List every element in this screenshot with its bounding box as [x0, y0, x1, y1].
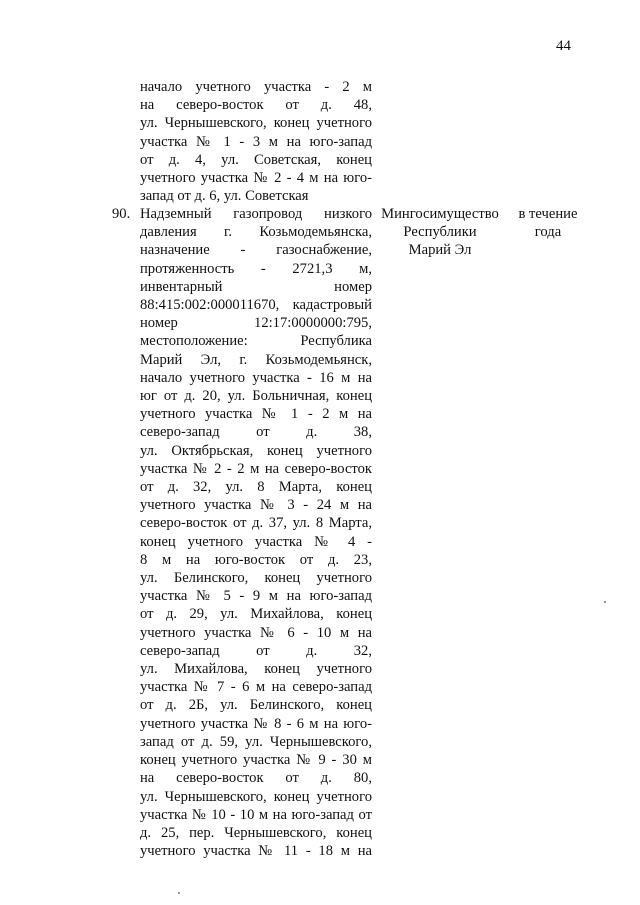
text-line: юг от д. 20, ул. Больничная, конец	[140, 388, 372, 405]
deadline	[506, 205, 590, 241]
text-line: давления г. Козьмодемьянска,	[140, 224, 372, 241]
text-line: учетного участка № 6 - 10 м на	[140, 624, 372, 641]
text-line: номер 12:17:0000000:795,	[140, 315, 372, 332]
text-line: Надземный газопровод низкого	[140, 206, 372, 222]
text-line: участка № 5 - 9 м на юго-запад	[140, 588, 372, 605]
text-line: участка № 2 - 2 м на северо-восток	[140, 460, 372, 477]
text-line: от д. 29, ул. Михайлова, конец	[140, 606, 372, 623]
text-line: учетного участка № 3 - 24 м на	[140, 497, 372, 514]
text-line: назначение - газоснабжение,	[140, 242, 372, 259]
text-line: ул. Чернышевского, конец учетного	[140, 115, 372, 132]
text-line: 88:415:002:000011670, кадастровый	[140, 297, 372, 314]
text-line: учетного участка № 8 - 6 м на юго-	[140, 715, 372, 732]
text-line: протяженность - 2721,3 м,	[140, 260, 372, 277]
text-line: 8 м на юго-восток от д. 23,	[140, 551, 372, 568]
text-line: на северо-восток от д. 80,	[140, 770, 372, 787]
scan-speck	[178, 892, 180, 894]
text-line: ул. Октябрьская, конец учетного	[140, 442, 372, 459]
text-line: начало учетного участка - 16 м на	[140, 369, 372, 386]
text-line: конец учетного участка № 9 - 30 м	[140, 752, 372, 769]
text-line: участка № 10 - 10 м на юго-запад от	[140, 806, 372, 823]
text-line: местоположение: Республика	[140, 333, 372, 350]
text-line: Мингосимущество	[381, 206, 499, 222]
object-description	[140, 205, 372, 860]
text-line: учетного участка № 11 - 18 м на	[140, 843, 372, 860]
text-line: Марий Эл, г. Козьмодемьянск,	[140, 351, 372, 368]
text-line: начало учетного участка - 2 м	[140, 79, 372, 95]
text-line: северо-восток от д. 37, ул. 8 Марта,	[140, 515, 372, 532]
text-line: учетного участка № 1 - 2 м на	[140, 406, 372, 423]
text-line: года	[534, 224, 562, 241]
text-line: на северо-восток от д. 48,	[140, 97, 372, 114]
text-line: ул. Чернышевского, конец учетного	[140, 788, 372, 805]
text-line: северо-запад от д. 38,	[140, 424, 372, 441]
text-line: от д. 32, ул. 8 Марта, конец	[140, 479, 372, 496]
text-line: Республики	[403, 224, 477, 241]
text-line: конец учетного участка № 4 -	[140, 533, 372, 550]
continuation-text	[140, 78, 372, 205]
text-line: ул. Михайлова, конец учетного	[140, 661, 372, 678]
text-line: от д. 2Б, ул. Белинского, конец	[140, 697, 372, 714]
responsible-authority	[376, 205, 504, 260]
row-number: 90.	[112, 206, 131, 222]
text-line: учетного участка № 2 - 4 м на юго-	[140, 170, 372, 187]
page-number: 44	[556, 38, 571, 54]
text-line: в течение	[518, 206, 578, 222]
text-line: запад от д. 6, ул. Советская	[140, 188, 309, 205]
text-line: д. 25, пер. Чернышевского, конец	[140, 824, 372, 841]
text-line: участка № 7 - 6 м на северо-запад	[140, 679, 372, 696]
text-line: запад от д. 59, ул. Чернышевского,	[140, 733, 372, 750]
text-line: участка № 1 - 3 м на юго-запад	[140, 133, 372, 150]
scan-speck	[604, 601, 606, 603]
text-line: инвентарный номер	[140, 278, 372, 295]
text-line: северо-запад от д. 32,	[140, 642, 372, 659]
text-line: ул. Белинского, конец учетного	[140, 570, 372, 587]
text-line: Марий Эл	[408, 242, 472, 259]
text-line: от д. 4, ул. Советская, конец	[140, 151, 372, 168]
